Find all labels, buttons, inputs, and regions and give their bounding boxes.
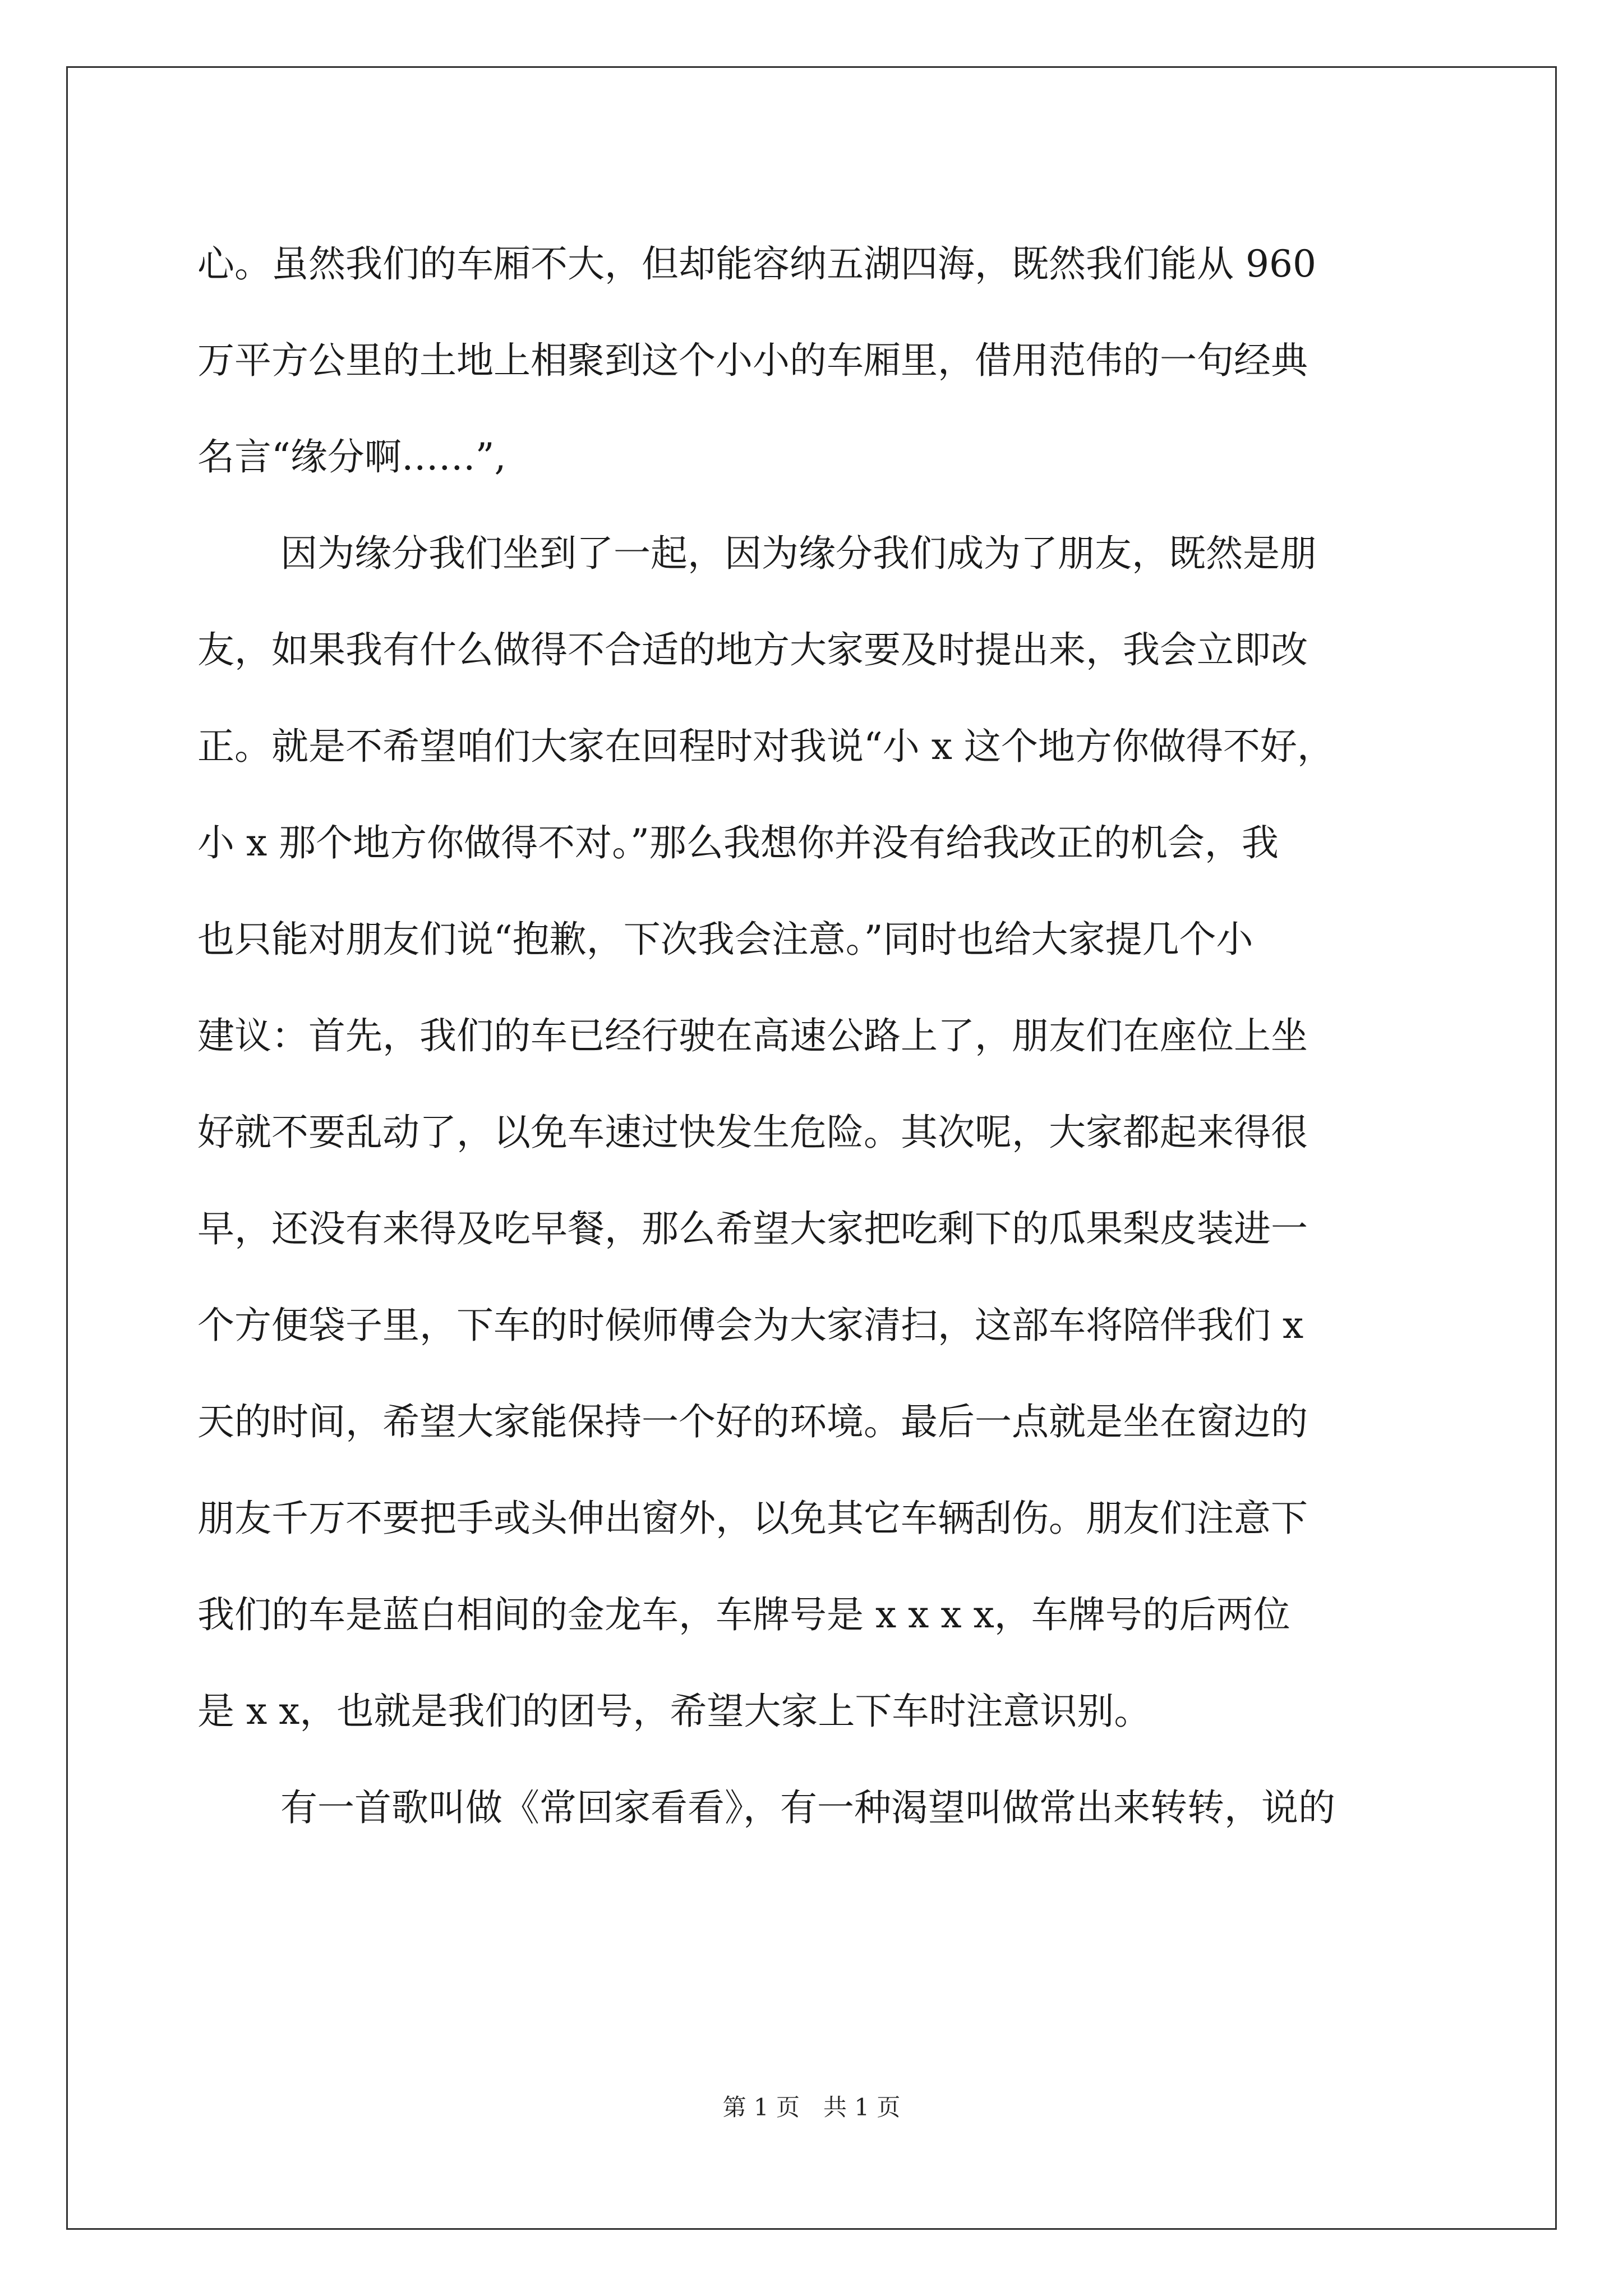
- text-line: 也只能对朋友们说“抱歉，下次我会注意。”同时也给大家提几个小: [197, 918, 1253, 961]
- text-line: 早，还没有来得及吃早餐，那么希望大家把吃剩下的瓜果梨皮装进一: [197, 1207, 1308, 1250]
- paragraph-1: [197, 216, 1445, 505]
- text-line: 天的时间，希望大家能保持一个好的环境。最后一点就是坐在窗边的: [197, 1400, 1308, 1443]
- text-line: 万平方公里的土地上相聚到这个小小的车厢里，借用范伟的一句经典: [197, 339, 1308, 382]
- text-line: 心。虽然我们的车厢不大，但却能容纳五湖四海，既然我们能从 960: [197, 242, 1316, 286]
- text-line: 个方便袋子里，下车的时候师傅会为大家清扫，这部车将陪伴我们 x: [197, 1304, 1304, 1347]
- paragraph-3: [197, 1760, 1445, 1856]
- text-line: 建议：首先，我们的车已经行驶在高速公路上了，朋友们在座位上坐: [197, 1014, 1308, 1057]
- text-line: 有一首歌叫做《常回家看看》，有一种渴望叫做常出来转转，说的: [280, 1786, 1335, 1829]
- text-line: 友，如果我有什么做得不合适的地方大家要及时提出来，我会立即改: [197, 628, 1308, 671]
- paragraph-2: [197, 505, 1445, 1760]
- text-line: 我们的车是蓝白相间的金龙车，车牌号是 x x x x，车牌号的后两位: [197, 1593, 1290, 1636]
- text-line: 好就不要乱动了，以免车速过快发生危险。其次呢，大家都起来得很: [197, 1111, 1308, 1154]
- text-line: 小 x 那个地方你做得不对。”那么我想你并没有给我改正的机会，我: [197, 821, 1279, 864]
- text-line: 因为缘分我们坐到了一起，因为缘分我们成为了朋友，既然是朋: [280, 532, 1317, 575]
- document-body: [197, 216, 1445, 1856]
- text-line: 正。就是不希望咱们大家在回程时对我说“小 x 这个地方你做得不好，: [197, 725, 1334, 768]
- page-number-footer: 第 1 页 共 1 页: [722, 2093, 901, 2121]
- text-line: 朋友千万不要把手或头伸出窗外，以免其它车辆刮伤。朋友们注意下: [197, 1497, 1308, 1540]
- text-line: 名言“缘分啊……”,: [197, 435, 506, 478]
- text-line: 是 x x，也就是我们的团号，希望大家上下车时注意识别。: [197, 1690, 1151, 1733]
